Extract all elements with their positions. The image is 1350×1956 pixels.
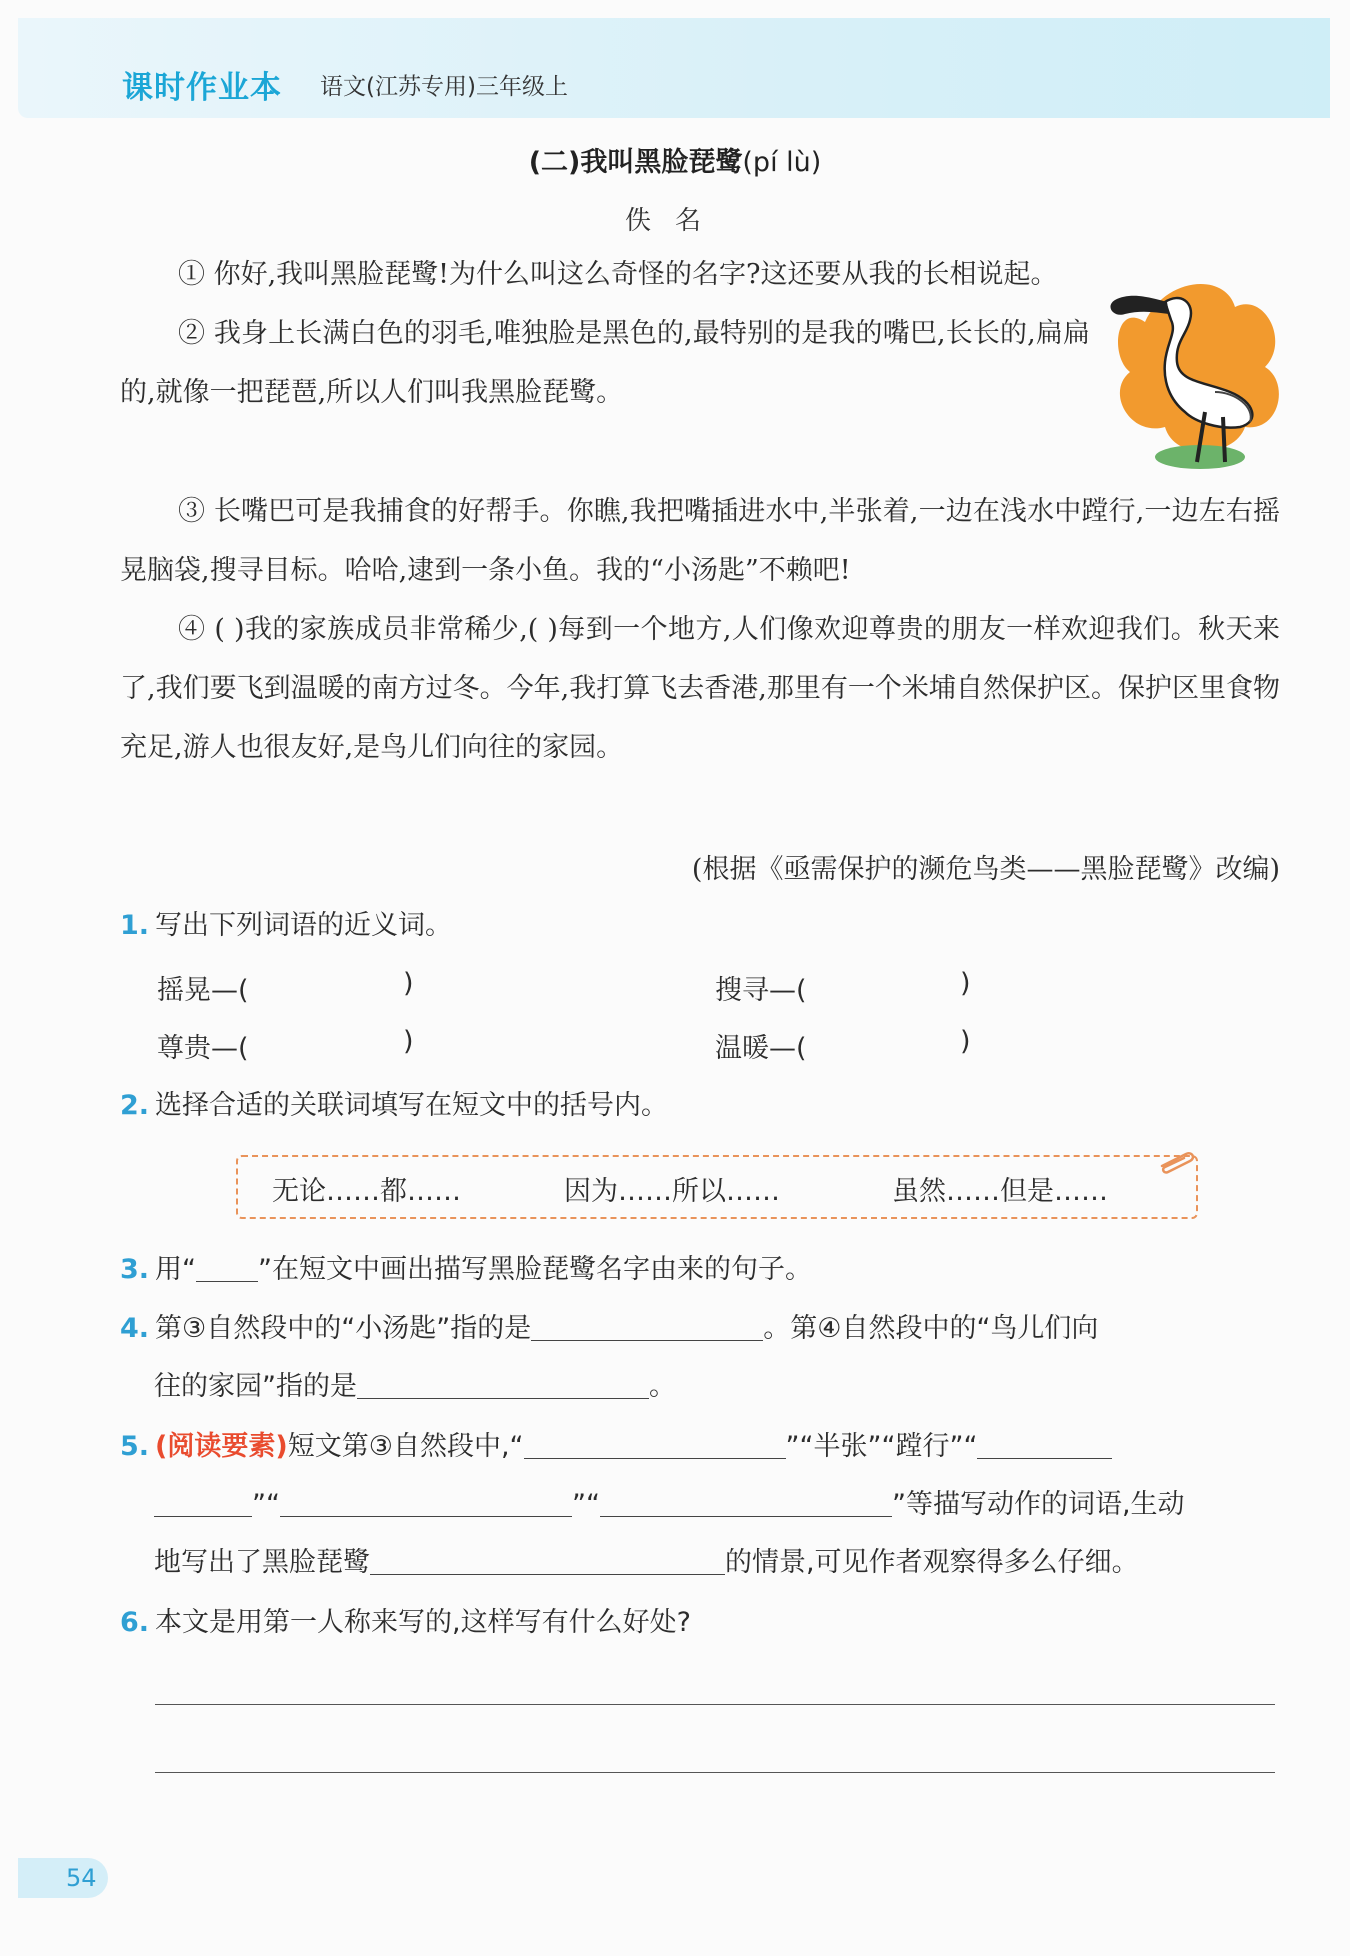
question-4-number: 4.: [120, 1313, 150, 1344]
article-author: 佚名: [624, 206, 725, 236]
question-6-text: 本文是用第一人称来写的,这样写有什么好处?: [155, 1607, 691, 1638]
question-5: [120, 1418, 1280, 1592]
question-5-number: 5.: [120, 1431, 150, 1462]
conjunction-option: 虽然……但是……: [892, 1176, 1108, 1207]
answer-blank[interactable]: [370, 1544, 725, 1575]
paragraph-2: ② 我身上长满白色的羽毛,唯独脸是黑色的,最特别的是我的嘴巴,长长的,扁扁的,就像一把琵琶,所以人们叫我黑脸琵鹭。: [120, 318, 1090, 408]
paragraph-block-top: [120, 245, 1090, 422]
question-4-part-b: 。第④自然段中的“鸟儿们向: [763, 1313, 1099, 1344]
paragraph-4: ④ ( )我的家族成员非常稀少,( )每到一个地方,人们像欢迎尊贵的朋友一样欢迎我们。秋天来了,我们要飞到温暖的南方过冬。今年,我打算飞去香港,那里有一个米埔自然保护区。保护区里食物充足,游人也很友好,是鸟儿们向往的家园。: [120, 614, 1280, 763]
answer-blank[interactable]: [524, 1428, 786, 1459]
question-5-part-b: ”“半张”“蹚行”“: [785, 1431, 978, 1462]
page-number: 54: [66, 1864, 97, 1892]
question-3: [120, 1241, 1280, 1299]
question-1-text: 写出下列词语的近义词。: [155, 910, 453, 941]
article-title-pinyin: (pí lù): [742, 147, 822, 178]
question-5-part-f: 地写出了黑脸琵鹭: [154, 1547, 370, 1578]
question-3-number: 3.: [120, 1254, 150, 1285]
question-2-number: 2.: [120, 1090, 150, 1121]
question-5-part-g: 的情景,可见作者观察得多么仔细。: [725, 1547, 1139, 1578]
article-title: [0, 140, 1350, 179]
book-subtitle: 语文(江苏专用)三年级上: [320, 74, 568, 100]
paperclip-icon: [1156, 1148, 1196, 1176]
synonym-label: 温暖—(: [715, 1033, 807, 1064]
article-source: (根据《亟需保护的濒危鸟类——黑脸琵鹭》改编): [691, 854, 1280, 885]
question-3-pre: 用“: [155, 1254, 197, 1285]
synonym-close: ): [960, 968, 971, 999]
question-4-part-c: 往的家园”指的是: [154, 1371, 357, 1402]
book-brand: 课时作业本: [122, 70, 282, 106]
paragraph-3: ③ 长嘴巴可是我捕食的好帮手。你瞧,我把嘴插进水中,半张着,一边在浅水中蹚行,一边左右摇晃脑袋,搜寻目标。哈哈,逮到一条小鱼。我的“小汤匙”不赖吧!: [120, 496, 1280, 586]
question-5-part-a: 短文第③自然段中,“: [287, 1431, 524, 1462]
conjunction-options-box: [236, 1155, 1198, 1219]
question-4: [120, 1300, 1280, 1416]
question-2-text: 选择合适的关联词填写在短文中的括号内。: [155, 1090, 669, 1121]
question-4-part-a: 第③自然段中的“小汤匙”指的是: [155, 1313, 532, 1344]
conjunction-option: 因为……所以……: [564, 1176, 780, 1207]
spoonbill-illustration: [1105, 262, 1285, 477]
synonym-item: [715, 1026, 807, 1065]
answer-blank[interactable]: [977, 1428, 1112, 1459]
question-2: [120, 1077, 1280, 1135]
synonym-label: 搜寻—(: [715, 975, 807, 1006]
synonym-item: [157, 1026, 249, 1065]
answer-line[interactable]: [155, 1704, 1275, 1705]
answer-blank[interactable]: [531, 1310, 763, 1341]
synonym-item: [715, 968, 807, 1007]
underline-sample: [196, 1251, 258, 1282]
paragraph-block-bottom: [120, 482, 1280, 777]
question-1-number: 1.: [120, 910, 150, 941]
reading-element-tag: (阅读要素): [155, 1431, 288, 1462]
answer-blank[interactable]: [154, 1486, 252, 1517]
question-1: [120, 897, 1280, 955]
question-5-part-d: ”“: [571, 1489, 600, 1520]
question-4-part-d: 。: [649, 1371, 676, 1402]
conjunction-option: 无论……都……: [272, 1176, 461, 1207]
synonym-close: ): [960, 1026, 971, 1057]
synonym-label: 尊贵—(: [157, 1033, 249, 1064]
question-6: [120, 1594, 1280, 1652]
question-5-part-e: ”等描写动作的词语,生动: [891, 1489, 1185, 1520]
synonym-close: ): [403, 1026, 414, 1057]
question-6-number: 6.: [120, 1607, 150, 1638]
answer-line[interactable]: [155, 1772, 1275, 1773]
synonym-item: [157, 968, 249, 1007]
synonym-label: 摇晃—(: [157, 975, 249, 1006]
answer-blank[interactable]: [357, 1368, 649, 1399]
question-3-post: ”在短文中画出描写黑脸琵鹭名字由来的句子。: [258, 1254, 813, 1285]
answer-blank[interactable]: [600, 1486, 892, 1517]
question-5-part-c: ”“: [252, 1489, 280, 1520]
page-number-tab: [18, 1858, 108, 1898]
answer-blank[interactable]: [280, 1486, 572, 1517]
article-title-text: (二)我叫黑脸琵鹭: [528, 147, 743, 178]
synonym-close: ): [403, 968, 414, 999]
paragraph-1: ① 你好,我叫黑脸琵鹭!为什么叫这么奇怪的名字?这还要从我的长相说起。: [178, 259, 1058, 290]
